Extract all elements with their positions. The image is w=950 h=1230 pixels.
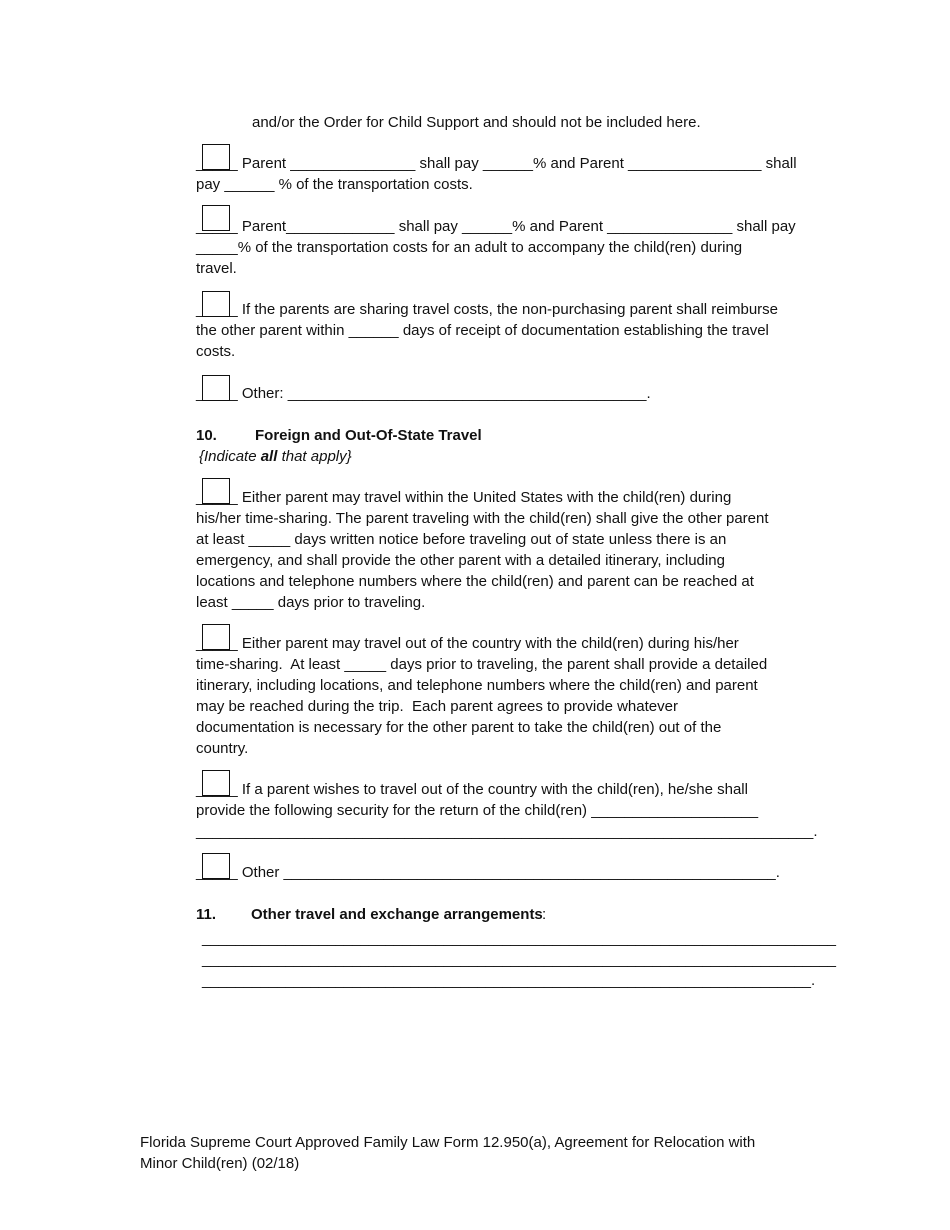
option-security-line1: _____ If a parent wishes to travel out of the country with the child(ren), he/she shall — [196, 781, 748, 798]
option-reimburse-line2: the other parent within ______ days of receipt of documentation establishing the travel — [196, 322, 769, 339]
option-adult-accompany-line2: _____% of the transportation costs for an adult to accompany the child(ren) during — [196, 239, 743, 256]
option-out-of-country-line3: itinerary, including locations, and telephone numbers where the child(ren) and parent — [196, 677, 758, 694]
section11-blank-line3[interactable]: _________________________________________________________________________. — [202, 972, 816, 989]
intro-line: and/or the Order for Child Support and should not be included here. — [252, 114, 701, 131]
option-us-travel-line1: _____ Either parent may travel within the United States with the child(ren) during — [196, 489, 732, 506]
option-us-travel-line4: emergency, and shall provide the other parent with a detailed itinerary, including — [196, 552, 725, 569]
option-out-of-country-line1: _____ Either parent may travel out of the country with the child(ren) during his/her — [196, 635, 739, 652]
section11-colon: : — [542, 906, 547, 923]
option-adult-accompany-line1: _____ Parent_____________ shall pay ______% and Parent _______________ shall pay — [196, 218, 796, 235]
page-footer — [140, 1132, 820, 1174]
option-adult-accompany-line3: travel. — [196, 260, 237, 277]
option-out-of-country-line5: documentation is necessary for the other parent to take the child(ren) out of the — [196, 719, 722, 736]
section11-blank-line1[interactable]: ____________________________________________________________________________ — [202, 930, 837, 947]
option-costs-other-line1: _____ Other: ___________________________________________. — [196, 385, 651, 402]
option-out-of-country-line2: time-sharing. At least _____ days prior to traveling, the parent shall provide a detailed — [196, 656, 768, 673]
section10-instruction: {Indicate all that apply} — [199, 448, 352, 465]
option-reimburse-line3: costs. — [196, 343, 236, 360]
footer-line1: Florida Supreme Court Approved Family Law Form 12.950(a), Agreement for Relocation with — [140, 1134, 756, 1151]
option-parent-split-line1: _____ Parent _______________ shall pay ______% and Parent ________________ shall — [196, 155, 797, 172]
section11-blank-line2[interactable]: ____________________________________________________________________________ — [202, 951, 837, 968]
section11-title: Other travel and exchange arrangements — [251, 906, 543, 923]
footer-line2: Minor Child(ren) (02/18) — [140, 1155, 300, 1172]
option-security-line3: __________________________________________________________________________. — [196, 823, 818, 840]
option-travel-other-line1: _____ Other ___________________________________________________________. — [196, 864, 780, 881]
option-us-travel-line6: least _____ days prior to traveling. — [196, 594, 426, 611]
option-security-line2: provide the following security for the return of the child(ren) ____________________ — [196, 802, 759, 819]
section11-number: 11. — [196, 906, 217, 923]
section11-heading — [196, 904, 543, 925]
option-out-of-country-line6: country. — [196, 740, 249, 757]
option-us-travel-line5: locations and telephone numbers where the child(ren) and parent can be reached at — [196, 573, 754, 590]
option-us-travel-line2: his/her time-sharing. The parent traveling with the child(ren) shall give the other parent — [196, 510, 769, 527]
section10-title: Foreign and Out-Of-State Travel — [255, 427, 482, 444]
option-us-travel-line3: at least _____ days written notice before traveling out of state unless there is an — [196, 531, 727, 548]
section10-number: 10. — [196, 427, 217, 444]
option-reimburse-line1: _____ If the parents are sharing travel costs, the non-purchasing parent shall reimburse — [196, 301, 778, 318]
option-out-of-country-line4: may be reached during the trip. Each parent agrees to provide whatever — [196, 698, 678, 715]
option-parent-split-line2: pay ______ % of the transportation costs. — [196, 176, 473, 193]
